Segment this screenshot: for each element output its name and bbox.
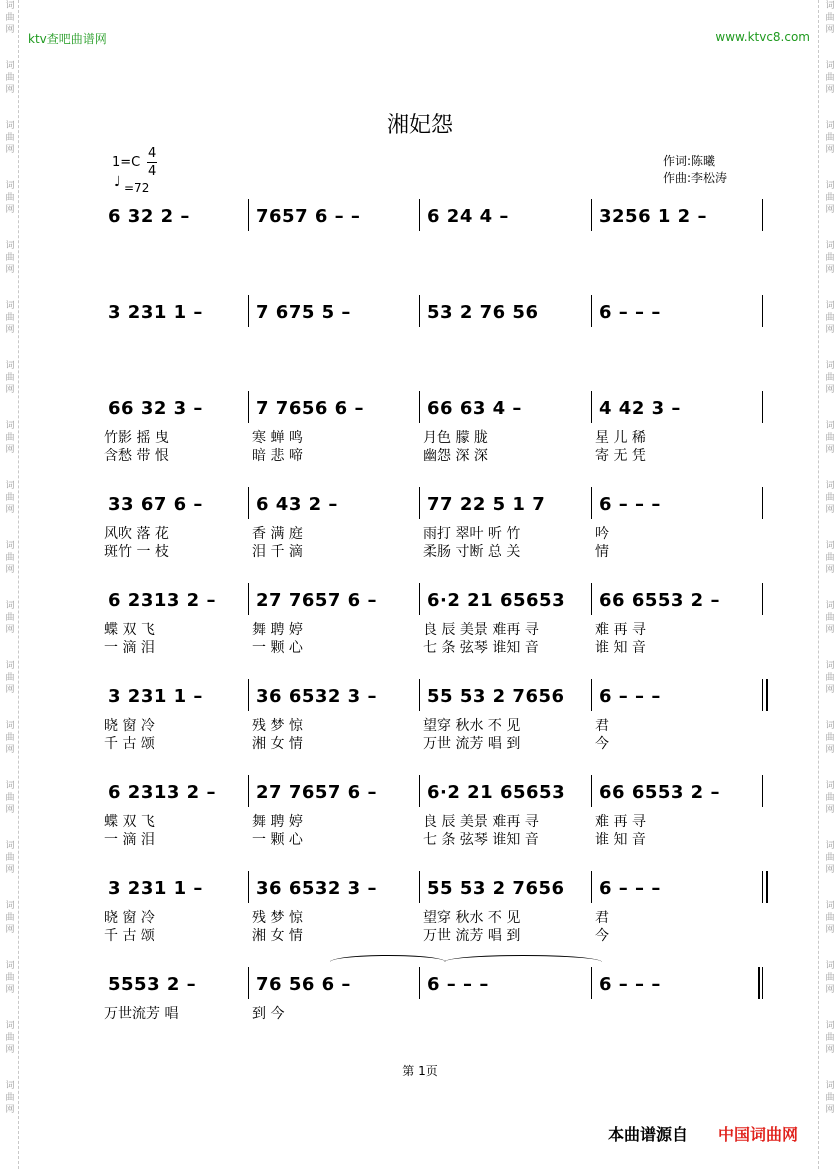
watermark-char: 曲 <box>5 73 15 83</box>
watermark-char: 网 <box>5 385 15 395</box>
bar-line <box>591 871 592 903</box>
watermark-char: 曲 <box>825 793 835 803</box>
measure-notation: 6 – – – <box>599 974 661 995</box>
page-number: 第 1页 <box>402 1064 438 1078</box>
bar-line <box>591 583 592 615</box>
quarter-note-icon: ♩ <box>114 174 121 190</box>
watermark-char: 曲 <box>825 193 835 203</box>
watermark-char: 曲 <box>825 373 835 383</box>
watermark-group <box>3 960 17 1020</box>
lyric-text: 星 儿 稀 <box>595 430 646 446</box>
lyric-text: 寄 无 凭 <box>595 448 646 464</box>
watermark-char: 网 <box>5 925 15 935</box>
watermark-char: 网 <box>5 25 15 35</box>
measure-notation: 66 63 4 – <box>427 398 522 419</box>
measure-notation: 55 53 2 7656 <box>427 686 565 707</box>
lyric-text: 情 <box>595 544 609 560</box>
right-margin-line <box>818 0 819 1169</box>
lyric-text: 残 梦 惊 <box>252 910 303 926</box>
watermark-char: 网 <box>5 1045 15 1055</box>
watermark-char: 网 <box>825 85 835 95</box>
watermark-char: 曲 <box>5 1093 15 1103</box>
watermark-char: 网 <box>825 865 835 875</box>
watermark-char: 词 <box>5 721 15 731</box>
lyric-text: 望穿 秋水 不 见 <box>423 910 521 926</box>
lyric-text: 君 <box>595 910 609 926</box>
watermark-char: 网 <box>825 565 835 575</box>
watermark-group <box>823 300 837 360</box>
measure-notation: 55 53 2 7656 <box>427 878 565 899</box>
lyric-text: 今 <box>595 928 609 944</box>
watermark-char: 曲 <box>825 973 835 983</box>
measure-notation: 6 2313 2 – <box>108 590 216 611</box>
bar-line <box>591 775 592 807</box>
lyric-text: 湘 女 情 <box>252 736 303 752</box>
watermark-char: 词 <box>5 1081 15 1091</box>
measure-notation: 3 231 1 – <box>108 686 203 707</box>
watermark-group <box>823 180 837 240</box>
watermark-group <box>3 0 17 60</box>
watermark-char: 网 <box>825 385 835 395</box>
time-signature-bottom: 4 <box>148 164 157 179</box>
watermark-char: 网 <box>5 265 15 275</box>
watermark-group <box>823 540 837 600</box>
lyric-text: 斑竹 一 枝 <box>104 544 169 560</box>
bar-line <box>762 871 763 903</box>
composer-credit: 作曲:李松涛 <box>663 171 728 185</box>
measure-notation: 6 – – – <box>599 302 661 323</box>
watermark-group <box>3 540 17 600</box>
bar-line <box>419 487 420 519</box>
header-site-left-link[interactable]: ktv查吧曲谱网 <box>28 32 107 46</box>
measure-notation: 66 6553 2 – <box>599 590 720 611</box>
lyric-text: 一 滴 泪 <box>104 832 155 848</box>
watermark-char: 网 <box>5 865 15 875</box>
lyric-text: 君 <box>595 718 609 734</box>
watermark-char: 词 <box>825 181 835 191</box>
tempo-marking: =72 <box>124 181 150 195</box>
measure-notation: 77 22 5 1 7 <box>427 494 546 515</box>
watermark-group <box>823 960 837 1020</box>
lyric-text: 雨打 翠叶 听 竹 <box>423 526 521 542</box>
watermark-char: 曲 <box>825 553 835 563</box>
watermark-char: 曲 <box>5 253 15 263</box>
watermark-char: 词 <box>825 421 835 431</box>
measure-notation: 33 67 6 – <box>108 494 203 515</box>
watermark-group <box>823 420 837 480</box>
watermark-char: 网 <box>5 85 15 95</box>
watermark-char: 词 <box>5 1021 15 1031</box>
watermark-group <box>823 660 837 720</box>
watermark-group <box>823 840 837 900</box>
watermark-char: 网 <box>5 505 15 515</box>
lyric-text: 一 滴 泪 <box>104 640 155 656</box>
measure-notation: 3 231 1 – <box>108 878 203 899</box>
watermark-char: 曲 <box>5 133 15 143</box>
watermark-char: 词 <box>825 841 835 851</box>
watermark-char: 曲 <box>825 133 835 143</box>
measure-notation: 7 7656 6 – <box>256 398 364 419</box>
lyric-text: 幽怨 深 深 <box>423 448 488 464</box>
bar-line <box>591 679 592 711</box>
watermark-char: 曲 <box>825 13 835 23</box>
watermark-char: 词 <box>5 241 15 251</box>
lyric-text: 风吹 落 花 <box>104 526 169 542</box>
watermark-group <box>3 720 17 780</box>
watermark-char: 词 <box>5 541 15 551</box>
watermark-char: 网 <box>825 505 835 515</box>
bar-line <box>591 295 592 327</box>
time-signature-top: 4 <box>148 146 157 161</box>
bar-line <box>248 679 249 711</box>
watermark-char: 曲 <box>5 793 15 803</box>
watermark-char: 曲 <box>5 733 15 743</box>
watermark-group <box>823 480 837 540</box>
bar-line <box>248 199 249 231</box>
footer-source-prefix: 本曲谱源自 <box>608 1125 689 1144</box>
bar-line <box>419 679 420 711</box>
watermark-char: 网 <box>5 985 15 995</box>
bar-line <box>591 199 592 231</box>
watermark-char: 词 <box>5 661 15 671</box>
watermark-group <box>823 0 837 60</box>
left-margin-line <box>18 0 19 1169</box>
right-watermark-column <box>823 0 837 1140</box>
measure-notation: 6 – – – <box>599 686 661 707</box>
watermark-group <box>3 780 17 840</box>
bar-line <box>419 199 420 231</box>
watermark-char: 曲 <box>5 553 15 563</box>
watermark-char: 曲 <box>825 253 835 263</box>
watermark-group <box>3 240 17 300</box>
bar-line <box>762 199 763 231</box>
lyric-text: 难 再 寻 <box>595 814 646 830</box>
lyric-text: 良 辰 美景 难再 寻 <box>423 622 539 638</box>
watermark-char: 词 <box>5 121 15 131</box>
watermark-char: 词 <box>5 361 15 371</box>
lyric-text: 蝶 双 飞 <box>104 622 155 638</box>
watermark-char: 曲 <box>825 853 835 863</box>
measure-notation: 76 56 6 – <box>256 974 351 995</box>
measure-notation: 7657 6 – – <box>256 206 361 227</box>
lyric-text: 万世流芳 唱 <box>104 1006 179 1022</box>
watermark-char: 词 <box>825 1081 835 1091</box>
watermark-char: 网 <box>825 205 835 215</box>
watermark-group <box>3 840 17 900</box>
watermark-group <box>3 600 17 660</box>
watermark-group <box>3 300 17 360</box>
measure-notation: 27 7657 6 – <box>256 590 377 611</box>
bar-line <box>591 487 592 519</box>
watermark-char: 词 <box>825 121 835 131</box>
watermark-char: 词 <box>825 1 835 11</box>
watermark-char: 网 <box>825 745 835 755</box>
watermark-char: 词 <box>825 781 835 791</box>
watermark-char: 网 <box>825 685 835 695</box>
watermark-char: 网 <box>825 445 835 455</box>
watermark-char: 词 <box>825 601 835 611</box>
watermark-char: 词 <box>5 61 15 71</box>
watermark-char: 曲 <box>5 493 15 503</box>
watermark-char: 词 <box>825 481 835 491</box>
watermark-char: 词 <box>5 961 15 971</box>
lyric-text: 七 条 弦琴 谁知 音 <box>423 832 539 848</box>
watermark-char: 网 <box>825 985 835 995</box>
watermark-group <box>823 1080 837 1140</box>
watermark-char: 网 <box>825 625 835 635</box>
watermark-char: 词 <box>825 361 835 371</box>
repeat-bar-line <box>766 679 768 711</box>
lyric-text: 望穿 秋水 不 见 <box>423 718 521 734</box>
lyric-text: 谁 知 音 <box>595 832 646 848</box>
bar-line <box>248 775 249 807</box>
watermark-char: 网 <box>5 805 15 815</box>
watermark-group <box>3 900 17 960</box>
bar-line <box>762 487 763 519</box>
watermark-group <box>3 360 17 420</box>
watermark-char: 词 <box>5 601 15 611</box>
measure-notation: 6·2 21 65653 <box>427 590 566 611</box>
lyric-text: 含愁 带 恨 <box>104 448 169 464</box>
watermark-char: 词 <box>5 301 15 311</box>
tie-arc <box>330 955 446 969</box>
watermark-group <box>823 360 837 420</box>
watermark-char: 网 <box>5 1105 15 1115</box>
watermark-char: 网 <box>5 445 15 455</box>
lyric-text: 柔肠 寸断 总 关 <box>423 544 521 560</box>
lyric-text: 谁 知 音 <box>595 640 646 656</box>
watermark-char: 曲 <box>825 433 835 443</box>
measure-notation: 66 6553 2 – <box>599 782 720 803</box>
bar-line <box>591 391 592 423</box>
watermark-group <box>823 720 837 780</box>
lyric-text: 竹影 摇 曳 <box>104 430 169 446</box>
watermark-char: 网 <box>5 625 15 635</box>
watermark-char: 词 <box>5 1 15 11</box>
watermark-char: 曲 <box>5 373 15 383</box>
lyric-text: 千 古 颂 <box>104 736 155 752</box>
bar-line <box>248 391 249 423</box>
lyric-text: 晓 窗 冷 <box>104 718 155 734</box>
watermark-group <box>823 900 837 960</box>
watermark-char: 曲 <box>825 73 835 83</box>
watermark-char: 曲 <box>5 13 15 23</box>
lyric-text: 暗 悲 啼 <box>252 448 303 464</box>
lyric-text: 良 辰 美景 难再 寻 <box>423 814 539 830</box>
watermark-char: 曲 <box>825 913 835 923</box>
watermark-char: 词 <box>825 901 835 911</box>
lyric-text: 舞 聘 婷 <box>252 814 303 830</box>
watermark-char: 词 <box>825 1021 835 1031</box>
watermark-char: 曲 <box>5 973 15 983</box>
watermark-group <box>3 660 17 720</box>
watermark-char: 网 <box>825 145 835 155</box>
watermark-group <box>3 1080 17 1140</box>
bar-line <box>248 487 249 519</box>
lyric-text: 泪 千 滴 <box>252 544 303 560</box>
bar-line <box>419 967 420 999</box>
bar-line <box>248 583 249 615</box>
watermark-char: 词 <box>825 301 835 311</box>
watermark-char: 词 <box>5 901 15 911</box>
watermark-char: 词 <box>825 661 835 671</box>
measure-notation: 6 24 4 – <box>427 206 509 227</box>
watermark-char: 曲 <box>825 673 835 683</box>
watermark-char: 网 <box>825 265 835 275</box>
bar-line <box>248 295 249 327</box>
watermark-char: 曲 <box>5 1033 15 1043</box>
bar-line <box>762 775 763 807</box>
time-signature-line <box>147 162 157 163</box>
watermark-char: 词 <box>5 841 15 851</box>
lyric-text: 香 满 庭 <box>252 526 303 542</box>
bar-line <box>419 583 420 615</box>
lyric-text: 湘 女 情 <box>252 928 303 944</box>
measure-notation: 3 231 1 – <box>108 302 203 323</box>
watermark-char: 词 <box>5 181 15 191</box>
watermark-char: 曲 <box>825 1093 835 1103</box>
lyric-text: 到 今 <box>252 1006 285 1022</box>
watermark-char: 曲 <box>5 313 15 323</box>
measure-notation: 5553 2 – <box>108 974 197 995</box>
watermark-group <box>3 180 17 240</box>
lyric-text: 晓 窗 冷 <box>104 910 155 926</box>
lyricist-credit: 作词:陈曦 <box>663 154 716 168</box>
lyric-text: 万世 流芳 唱 到 <box>423 736 521 752</box>
watermark-char: 词 <box>825 61 835 71</box>
measure-notation: 53 2 76 56 <box>427 302 539 323</box>
watermark-char: 曲 <box>5 193 15 203</box>
lyric-text: 月色 朦 胧 <box>423 430 488 446</box>
watermark-char: 曲 <box>825 1033 835 1043</box>
watermark-char: 网 <box>825 1045 835 1055</box>
measure-notation: 6 43 2 – <box>256 494 338 515</box>
measure-notation: 6 – – – <box>599 494 661 515</box>
bar-line <box>762 391 763 423</box>
measure-notation: 27 7657 6 – <box>256 782 377 803</box>
bar-line <box>419 775 420 807</box>
footer-source-site-link[interactable]: 中国词曲网 <box>718 1125 799 1144</box>
bar-line <box>248 871 249 903</box>
watermark-char: 网 <box>825 325 835 335</box>
lyric-text: 今 <box>595 736 609 752</box>
key-signature: 1=C <box>112 155 141 170</box>
bar-line <box>762 679 763 711</box>
measure-notation: 6 – – – <box>599 878 661 899</box>
watermark-char: 曲 <box>5 853 15 863</box>
lyric-text: 舞 聘 婷 <box>252 622 303 638</box>
watermark-char: 词 <box>825 541 835 551</box>
watermark-char: 词 <box>825 721 835 731</box>
left-watermark-column <box>3 0 17 1140</box>
watermark-char: 曲 <box>5 913 15 923</box>
bar-line <box>591 967 592 999</box>
header-site-right-link[interactable]: www.ktvc8.com <box>715 30 810 44</box>
repeat-bar-line <box>766 871 768 903</box>
watermark-char: 词 <box>5 481 15 491</box>
watermark-char: 曲 <box>5 613 15 623</box>
watermark-group <box>823 240 837 300</box>
measure-notation: 36 6532 3 – <box>256 878 377 899</box>
bar-line <box>419 295 420 327</box>
watermark-group <box>823 600 837 660</box>
lyric-text: 吟 <box>595 526 609 542</box>
watermark-char: 曲 <box>825 733 835 743</box>
watermark-char: 曲 <box>825 493 835 503</box>
watermark-char: 网 <box>825 1105 835 1115</box>
watermark-char: 曲 <box>825 313 835 323</box>
measure-notation: 66 32 3 – <box>108 398 203 419</box>
measure-notation: 4 42 3 – <box>599 398 681 419</box>
lyric-text: 蝶 双 飞 <box>104 814 155 830</box>
watermark-char: 词 <box>5 781 15 791</box>
measure-notation: 6 2313 2 – <box>108 782 216 803</box>
watermark-char: 词 <box>825 961 835 971</box>
bar-line <box>419 391 420 423</box>
watermark-char: 网 <box>5 565 15 575</box>
measure-notation: 6·2 21 65653 <box>427 782 566 803</box>
watermark-char: 网 <box>5 325 15 335</box>
watermark-group <box>823 780 837 840</box>
watermark-group <box>3 420 17 480</box>
song-title: 湘妃怨 <box>386 113 453 138</box>
lyric-text: 寒 蝉 鸣 <box>252 430 303 446</box>
lyric-text: 一 颗 心 <box>252 640 303 656</box>
watermark-char: 曲 <box>5 673 15 683</box>
watermark-group <box>3 480 17 540</box>
lyric-text: 千 古 颂 <box>104 928 155 944</box>
watermark-char: 网 <box>825 25 835 35</box>
measure-notation: 36 6532 3 – <box>256 686 377 707</box>
tie-arc <box>444 955 602 969</box>
watermark-char: 网 <box>825 925 835 935</box>
lyric-text: 七 条 弦琴 谁知 音 <box>423 640 539 656</box>
lyric-text: 万世 流芳 唱 到 <box>423 928 521 944</box>
bar-line <box>248 967 249 999</box>
watermark-char: 曲 <box>5 433 15 443</box>
lyric-text: 难 再 寻 <box>595 622 646 638</box>
watermark-char: 词 <box>825 241 835 251</box>
measure-notation: 3256 1 2 – <box>599 206 707 227</box>
lyric-text: 残 梦 惊 <box>252 718 303 734</box>
bar-line <box>419 871 420 903</box>
watermark-char: 词 <box>5 421 15 431</box>
final-bar-line <box>758 967 760 999</box>
watermark-char: 网 <box>5 745 15 755</box>
bar-line <box>762 295 763 327</box>
measure-notation: 6 32 2 – <box>108 206 190 227</box>
measure-notation: 7 675 5 – <box>256 302 351 323</box>
lyric-text: 一 颗 心 <box>252 832 303 848</box>
watermark-char: 网 <box>5 205 15 215</box>
bar-line <box>762 583 763 615</box>
bar-line <box>762 967 763 999</box>
watermark-char: 网 <box>5 145 15 155</box>
watermark-char: 网 <box>825 805 835 815</box>
watermark-char: 网 <box>5 685 15 695</box>
watermark-char: 曲 <box>825 613 835 623</box>
measure-notation: 6 – – – <box>427 974 489 995</box>
